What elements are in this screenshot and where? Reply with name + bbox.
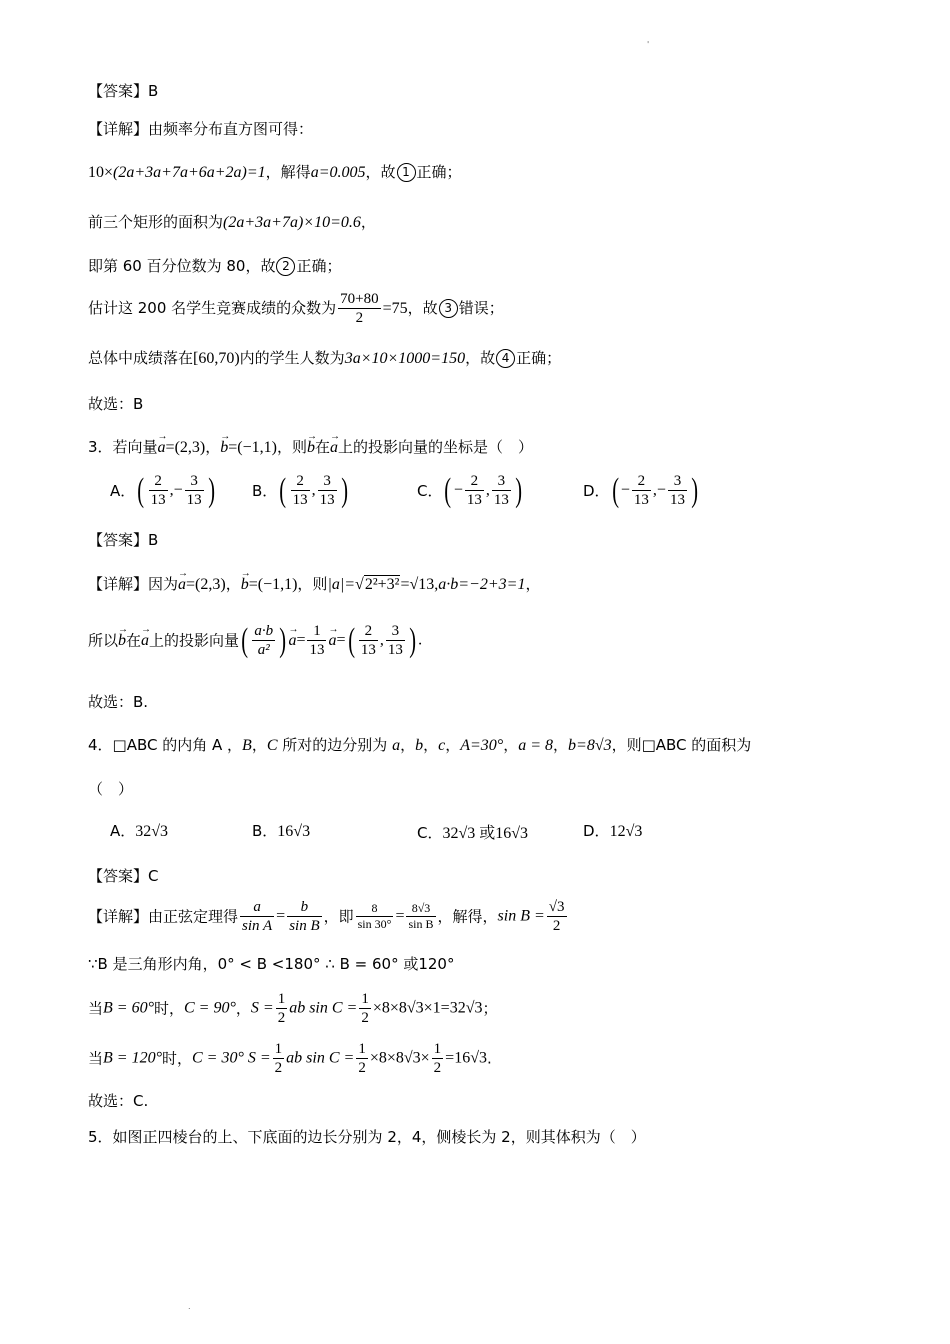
q3-option-d: D．( − $\frac{2}{13}$ ,− $\frac{3}{13}$ ) (583, 471, 699, 509)
answer-q4: 【答案】C (88, 867, 159, 885)
q3-option-a: A．( $\frac{2}{13}$ ,− $\frac{3}{13}$ ) (110, 471, 215, 509)
q4-detail-line-1: 【详解】由正弦定理得 $\frac{a}{\text{sin A}}$ = $\frac{b}{\text{sin B}}$ ，即 $\frac{8}{\sin 30^\circ}$ = $\frac{8√3}{\text{sin B}}$ ，解得，sin B = $\frac{√3}{2}$ (88, 899, 565, 934)
q3-option-b: B．( $\frac{2}{13}$ , $\frac{3}{13}$ ) (252, 471, 348, 509)
answer-q2: 【答案】B (88, 82, 159, 100)
q4-detail-line-3: 当B = 60°时，C = 90°，S = $\frac{1}{2}$ ab sin C = $\frac{1}{2}$ ×8×8√3×1=32√3； (88, 991, 498, 1026)
circled-number-2: 2 (276, 257, 295, 276)
q2-mode-line: 估计这 200 名学生竞赛成绩的众数为 $\frac{70+80}{2}$ =75，故 3 错误； (88, 291, 504, 326)
detail-q2-heading: 【详解】由频率分布直方图可得： (88, 120, 314, 138)
circled-number-4: 4 (496, 349, 515, 368)
selection-q3: 故选：B. (88, 693, 149, 711)
q4-detail-line-2: ∵B 是三角形内角，0° < B <180° ∴ B = 60° 或120° (88, 955, 455, 973)
circled-number-3: 3 (439, 299, 458, 318)
answer-q3: 【答案】B (88, 531, 159, 549)
question-3-stem: 3．若向量→ a=(2,3)，→ b=(−1,1)，则→ b在→ a上的投影向量的坐标是（ ） (88, 435, 533, 460)
page-top-mark: ' (647, 40, 650, 49)
question-4-stem: 4．□ABC 的内角 A ，B，C 所对的边分别为 a，b，c，A=30°，a = 8，b=8√3，则□ABC 的面积为 (88, 736, 752, 754)
page-bottom-mark: . (188, 1302, 191, 1311)
q2-equation-line: 10×(2a+3a+7a+6a+2a)=1，解得a=0.005，故 1 正确； (88, 163, 462, 181)
q4-detail-line-4: 当B = 120°时，C = 30° S = $\frac{1}{2}$ ab sin C = $\frac{1}{2}$ ×8×8√3× $\frac{1}{2}$ =16√3. (88, 1041, 492, 1076)
q3-detail-line-2: 所以→ b在→ a上的投影向量( $\frac{a\cdot b}{\text{a²}}$ )→ a= $\frac{1}{13}$ → a=( $\frac{2}{13}$ , $\frac{3}{13}$ ) . (88, 622, 422, 659)
selection-q2: 故选：B (88, 395, 144, 413)
q2-area-line: 前三个矩形的面积为(2a+3a+7a)×10=0.6， (88, 213, 376, 231)
q4-option-b: B．16√3 (252, 822, 311, 840)
q3-detail-line-1: 【详解】因为→ a=(2,3)，→ b=(−1,1)，则|a|=√2²+3²=√13,a·b=−2+3=1， (88, 572, 540, 597)
q3-option-c: C．( − $\frac{2}{13}$ , $\frac{3}{13}$ ) (417, 471, 522, 509)
q2-percentile-line: 即第 60 百分位数为 80，故 2 正确； (88, 257, 342, 275)
q4-option-d: D．12√3 (583, 822, 643, 840)
question-5-stem: 5．如图正四棱台的上、下底面的边长分别为 2，4，侧棱长为 2，则其体积为（ ） (88, 1128, 646, 1146)
q4-option-c: C．32√3 或16√3 (417, 824, 529, 842)
circled-number-1: 1 (397, 163, 416, 182)
q4-option-a: A．32√3 (110, 822, 169, 840)
fraction: $\frac{70+80}{2}$ (340, 291, 379, 326)
q2-count-line: 总体中成绩落在[60,70)内的学生人数为3a×10×1000=150，故 4 正确； (88, 349, 562, 367)
question-4-paren: （ ） (88, 780, 134, 798)
selection-q4: 故选：C. (88, 1092, 149, 1110)
